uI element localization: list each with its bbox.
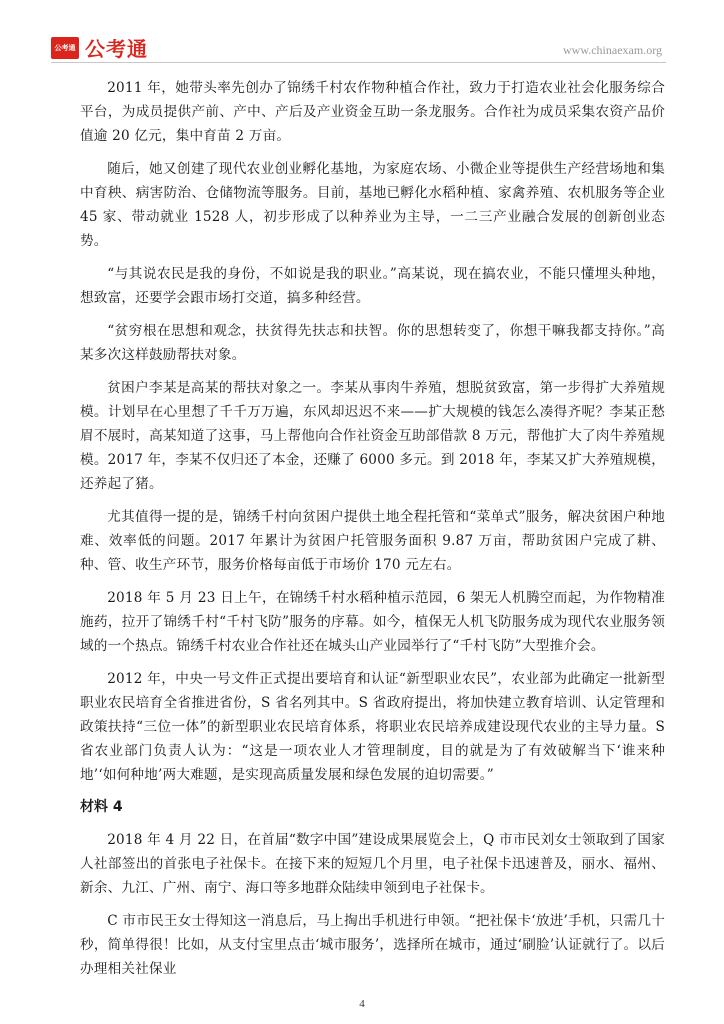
paragraph: 2012 年，中央一号文件正式提出要培育和认证“新型职业农民”，农业部为此确定一批新型职业农民培育全省推进省份，S 省名列其中。S 省政府提出，将加快建立教育培训、认定管理和政策扶持“三位一体”的新型职业农民培育体系，将职业农民培养成建设现代农业的主导力量。S 省农业部门负责人认为：“这是一项农业人才管理制度，目的就是为了有效破解当下‘谁来种地’‘如何种地’两大难题，是实现高质量发展和绿色发展的迫切需要。” bbox=[80, 671, 665, 783]
logo-text: 公考通 bbox=[85, 37, 148, 61]
logo-icon: 公考通 bbox=[51, 37, 79, 59]
site-url: www.chinaexam.org bbox=[563, 43, 662, 57]
paragraph: 2011 年，她带头率先创办了锦绣千村农作物种植合作社，致力于打造农业社会化服务综合平台，为成员提供产前、产中、产后及产业资金互助一条龙服务。合作社为成员采集农资产品价值逾 20 亿元，集中育苗 2 万亩。 bbox=[80, 80, 665, 144]
page-number: 4 bbox=[359, 998, 365, 1010]
paragraph: 2018 年 5 月 23 日上午，在锦绣千村水稻种植示范园，6 架无人机腾空而起，为作物精准施药，拉开了锦绣千村“千村飞防”服务的序幕。如今，植保无人机飞防服务成为现代农业服务领域的一个热点。锦绣千村农业合作社还在城头山产业园举行了“千村飞防”大型推介会。 bbox=[80, 590, 665, 654]
paragraph: C 市市民王女士得知这一消息后，马上掏出手机进行申领。“把社保卡‘放进’手机，只需几十秒，简单得很！比如，从支付宝里点击‘城市服务’，选择所在城市，通过‘刷脸’认证就行了。以后办理相关社保业 bbox=[80, 913, 665, 977]
section-title: 材料 4 bbox=[80, 799, 123, 815]
header-divider bbox=[51, 62, 666, 63]
logo bbox=[51, 33, 148, 62]
paragraph: 尤其值得一提的是，锦绣千村向贫困户提供土地全程托管和“菜单式”服务，解决贫困户种地难、效率低的问题。2017 年累计为贫困户托管服务面积 9.87 万亩，帮助贫困户完成了耕、种、管、收生产环节，服务价格每亩低于市场价 170 元左右。 bbox=[80, 509, 665, 573]
document-body bbox=[80, 76, 665, 981]
paragraph: “贫穷根在思想和观念，扶贫得先扶志和扶智。你的思想转变了，你想干嘛我都支持你。”高某多次这样鼓励帮扶对象。 bbox=[80, 323, 665, 363]
paragraph: 2018 年 4 月 22 日，在首届“数字中国”建设成果展览会上，Q 市市民刘女士领取到了国家人社部签出的首张电子社保卡。在接下来的短短几个月里，电子社保卡迅速普及，丽水、福州、新余、九江、广州、南宁、海口等多地群众陆续申领到电子社保卡。 bbox=[80, 832, 665, 896]
paragraph: 贫困户李某是高某的帮扶对象之一。李某从事肉牛养殖，想脱贫致富，第一步得扩大养殖规模。计划早在心里想了千千万万遍，东风却迟迟不来——扩大规模的钱怎么凑得齐呢？李某正愁眉不展时，高某知道了这事，马上帮他向合作社资金互助部借款 8 万元，帮他扩大了肉牛养殖规模。2017 年，李某不仅归还了本金，还赚了 6000 多元。到 2018 年，李某又扩大养殖规模，还养起了猪。 bbox=[80, 380, 665, 492]
paragraph: “与其说农民是我的身份，不如说是我的职业。”高某说，现在搞农业，不能只懂埋头种地，想致富，还要学会跟市场打交道，搞多种经营。 bbox=[80, 266, 665, 306]
page-header bbox=[0, 0, 724, 64]
paragraph: 随后，她又创建了现代农业创业孵化基地，为家庭农场、小微企业等提供生产经营场地和集中育秧、病害防治、仓储物流等服务。目前，基地已孵化水稻种植、家禽养殖、农机服务等企业 45 家、带动就业 1528 人，初步形成了以种养业为主导，一二三产业融合发展的创新创业态势。 bbox=[80, 161, 665, 249]
